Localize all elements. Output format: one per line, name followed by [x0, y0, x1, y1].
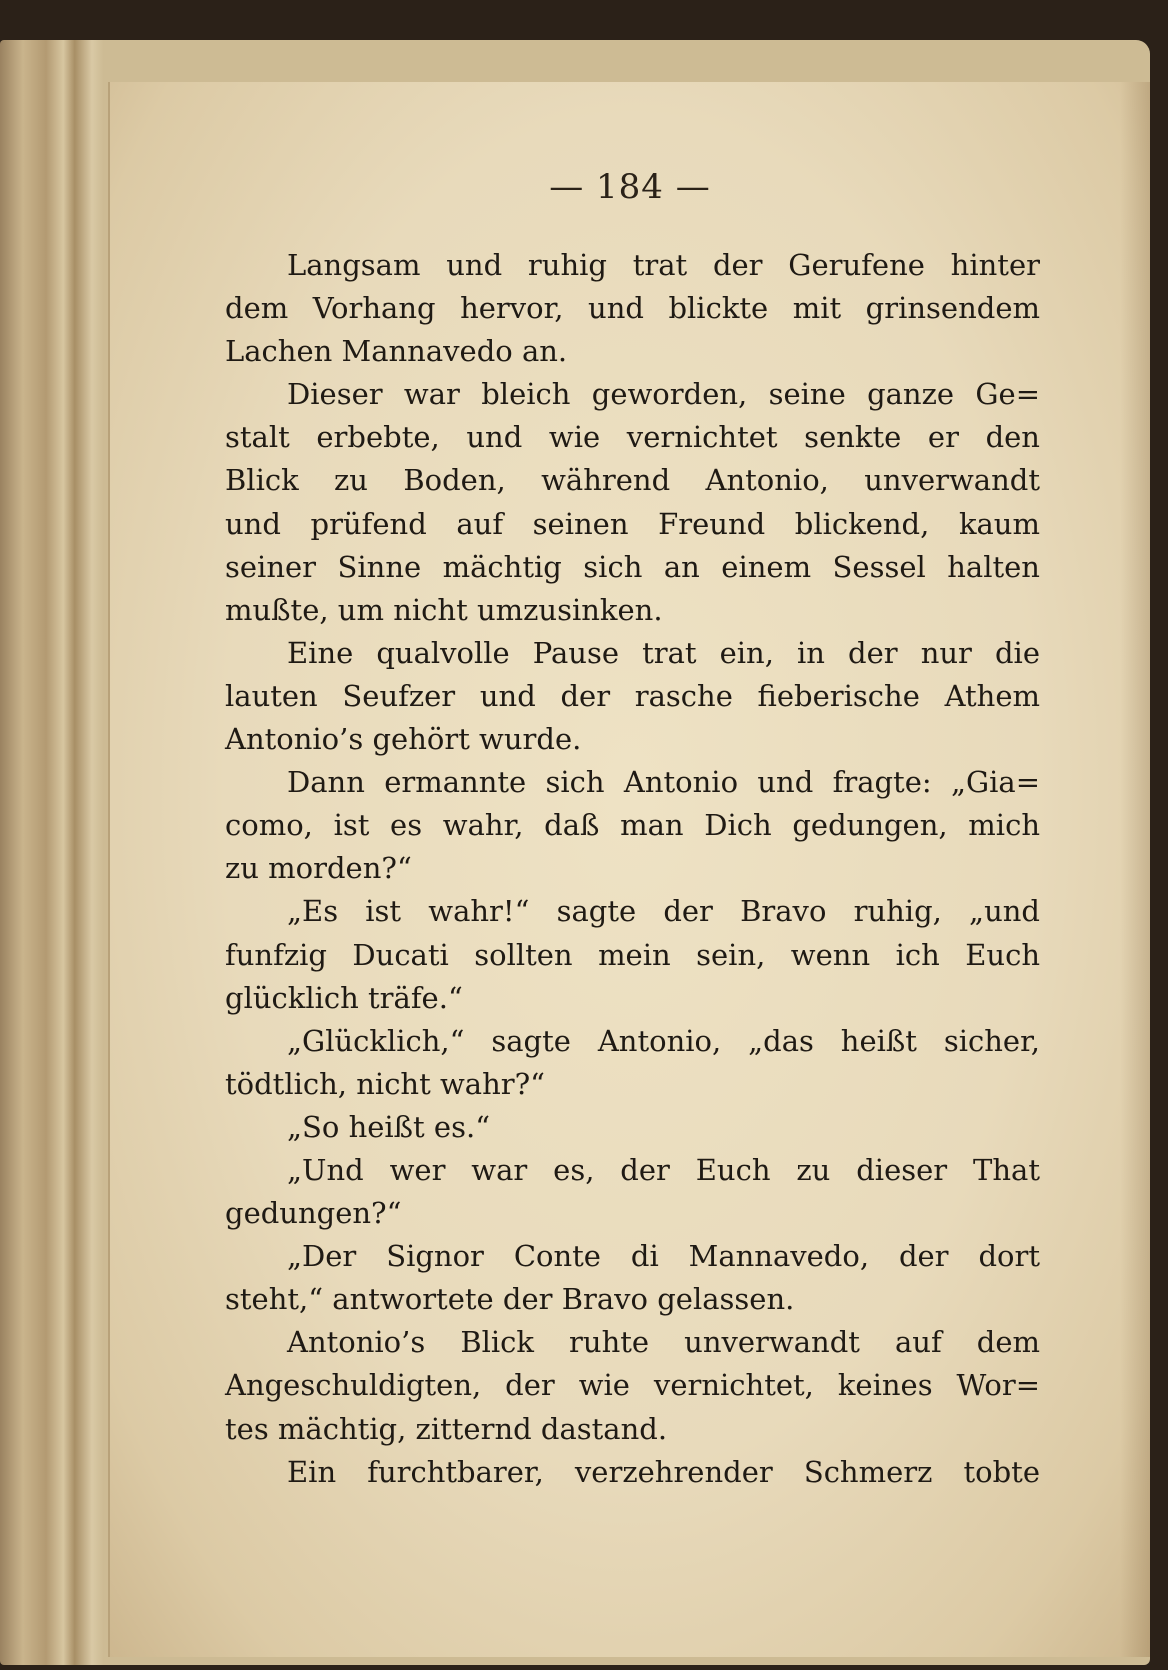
text-line: steht,“ antwortete der Bravo gelassen.: [225, 1282, 795, 1317]
text-line: Langsam und ruhig trat der Gerufene hinter: [287, 248, 1040, 282]
paragraph: [225, 244, 1040, 373]
page-body-text: [225, 244, 1040, 1494]
text-line: „Der Signor Conte di Mannavedo, der dort: [287, 1239, 1040, 1274]
text-line: zu morden?“: [225, 851, 412, 886]
paragraph: [225, 1106, 1040, 1149]
text-line: gedungen?“: [225, 1196, 402, 1231]
paragraph: [225, 1149, 1040, 1235]
paragraph: [225, 890, 1040, 1019]
text-line: dem Vorhang hervor, und blickte mit grinsendem: [225, 291, 1040, 326]
text-line: Antonio’s gehört wurde.: [225, 722, 582, 757]
text-line: tes mächtig, zitternd dastand.: [225, 1411, 668, 1446]
text-line: Lachen Mannavedo an.: [225, 334, 568, 369]
text-line: glücklich träfe.“: [225, 980, 463, 1015]
book-page: [108, 82, 1150, 1657]
page-number: — 184 —: [549, 167, 711, 207]
text-line: seiner Sinne mächtig sich an einem Sessel halten: [225, 549, 1040, 584]
text-line: Angeschuldigten, der wie vernichtet, keines Wor=: [225, 1368, 1040, 1403]
text-line: und prüfend auf seinen Freund blickend, kaum: [225, 506, 1040, 541]
text-line: „So heißt es.“: [287, 1109, 491, 1144]
text-line: tödtlich, nicht wahr?“: [225, 1066, 546, 1101]
text-line: Blick zu Boden, während Antonio, unverwandt: [225, 463, 1040, 498]
text-line: stalt erbebte, und wie vernichtet senkte er den: [225, 420, 1040, 455]
text-line: Dann ermannte sich Antonio und fragte: „Gia=: [287, 765, 1040, 800]
text-line: Ein furchtbarer, verzehrender Schmerz tobte: [287, 1454, 1040, 1489]
text-line: como, ist es wahr, daß man Dich gedungen, mich: [225, 808, 1040, 843]
text-line: „Und wer war es, der Euch zu dieser That: [287, 1152, 1040, 1187]
text-line: „Glücklich,“ sagte Antonio, „das heißt sicher,: [287, 1023, 1040, 1058]
text-line: Dieser war bleich geworden, seine ganze Ge=: [287, 377, 1040, 412]
paragraph: [225, 373, 1040, 632]
text-line: funfzig Ducati sollten mein sein, wenn ich Euch: [225, 937, 1040, 972]
paragraph: [225, 1321, 1040, 1450]
text-line: Eine qualvolle Pause trat ein, in der nur die: [287, 635, 1040, 670]
text-line: Antonio’s Blick ruhte unverwandt auf dem: [287, 1325, 1040, 1360]
paragraph: [225, 1235, 1040, 1321]
text-line: mußte, um nicht umzusinken.: [225, 592, 663, 627]
paragraph: [225, 761, 1040, 890]
paragraph: [225, 1451, 1040, 1494]
paragraph: [225, 632, 1040, 761]
paragraph: [225, 1020, 1040, 1106]
text-line: lauten Seufzer und der rasche fieberische Athem: [225, 678, 1040, 713]
text-line: „Es ist wahr!“ sagte der Bravo ruhig, „und: [287, 894, 1040, 929]
